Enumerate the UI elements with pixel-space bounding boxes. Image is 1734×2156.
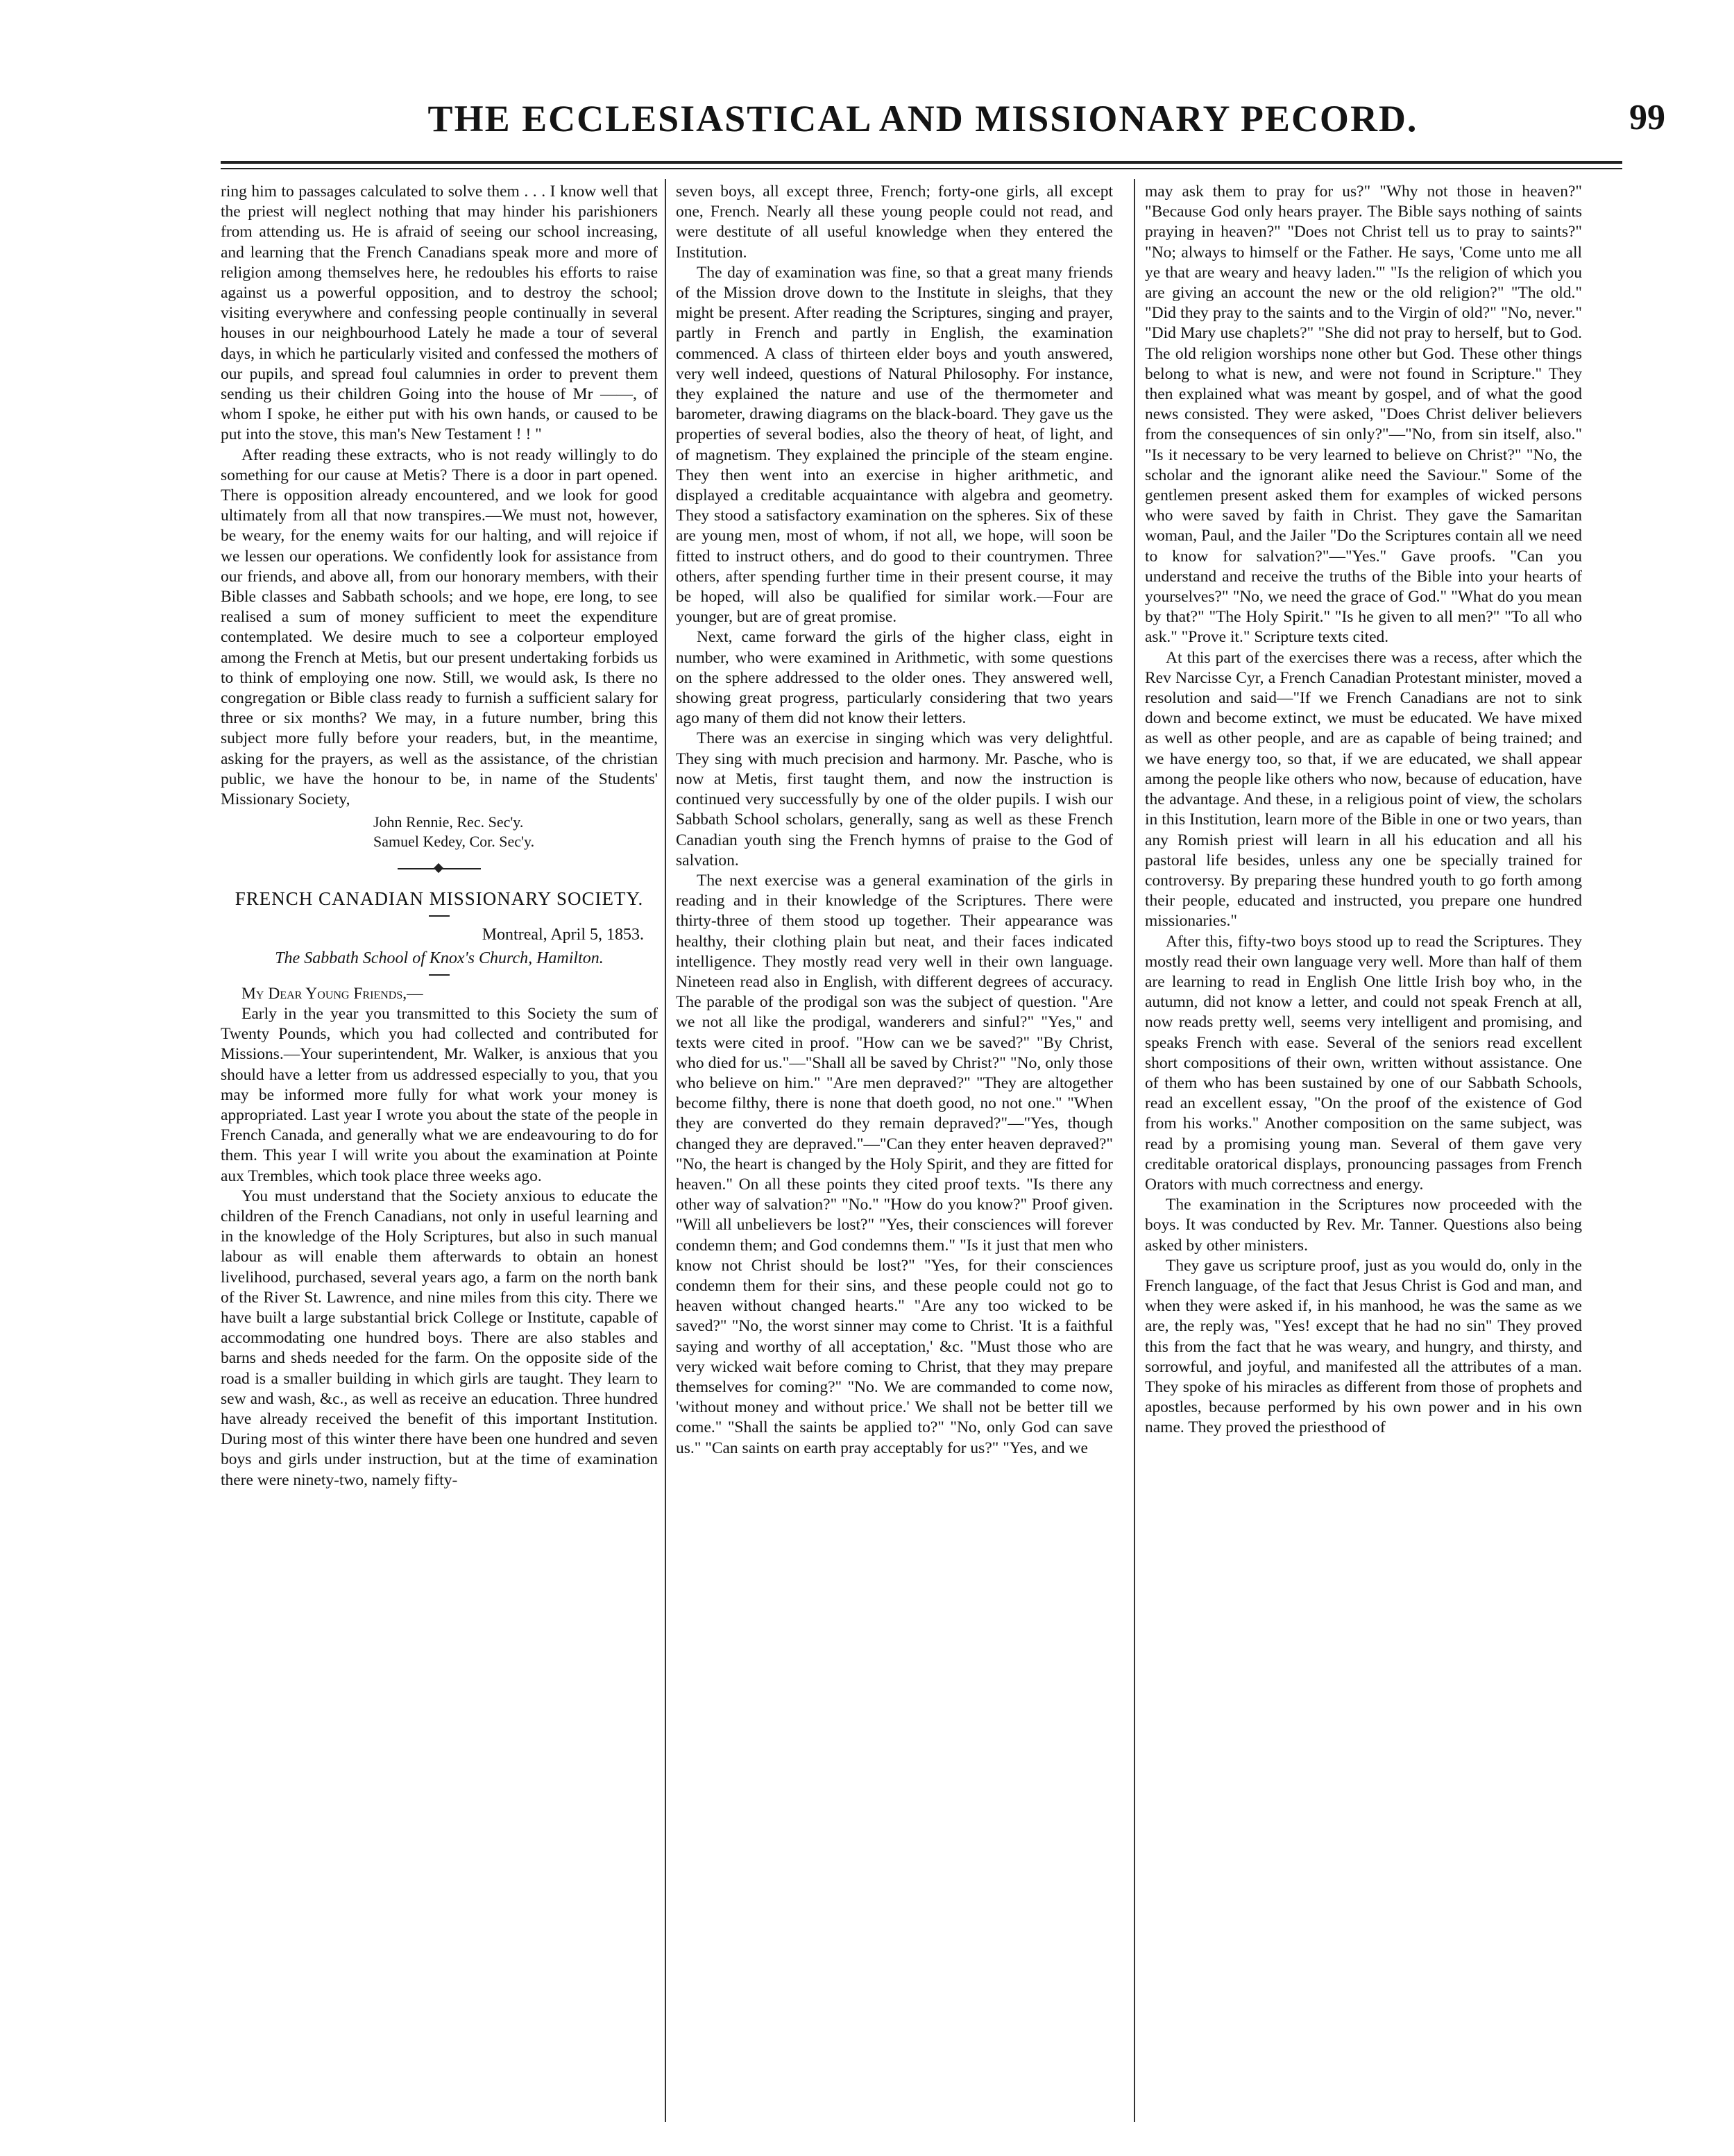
salutation: My Dear Young Friends,—: [241, 984, 423, 1003]
paragraph: Next, came forward the girls of the higher class, eight in number, who were examined in Arithmetic, with some questions on the sphere addressed to the older ones. They answered well, showing great progress, particularly considering that two years ago many of them did not know their letters.: [676, 628, 1113, 728]
page-number: 99: [1629, 98, 1665, 137]
signature-corresponding-secretary: Samuel Kedey, Cor. Sec'y.: [373, 833, 535, 851]
signature-recording-secretary: John Rennie, Rec. Sec'y.: [373, 813, 524, 831]
paragraph: ring him to passages calculated to solve them . . . I know well that the priest will neglect nothing that may hinder his parishioners from attending us. He is afraid of seeing our school increasing, and learning that the French Canadians speak more and more of religion among themselves here, he redoubles his efforts to raise against us a powerful opposition, and to destroy the school; visiting everywhere and confessing people continually in several houses in our neighbourhood Lately he made a tour of several days, in which he particularly visited and confessed the mothers of our pupils, and spread foul calumnies in order to prevent them sending us their children Going into the house of Mr ——, of whom I spoke, he either put with his own hands, or caused to be put into the stove, this man's New Testament ! ! ": [221, 183, 658, 444]
column-middle: [676, 182, 1113, 2125]
signatures: [221, 813, 658, 851]
paragraph: may ask them to pray for us?" "Why not those in heaven?" "Because God only hears prayer. The Bible says nothing of saints praying in heaven?" "Does not Christ tell us to pray to saints?" "No; always to himself or the Father. He says, 'Come unto me all ye that are weary and heavy laden.'" "Is the religion of which you are giving an account the new or the old religion?" "The old." "Did they pray to the saints and to the Virgin of old?" "No, never." "Did Mary use chaplets?" "She did not pray to herself, but to God. The old religion worships none other but God. These other things belong to what is new, and were not found in Scripture." They then explained what was meant by gospel, and of what the good news consisted. They were asked, "Does Christ deliver believers from the consequences of sin only?"—"No, from sin itself, also." "Is it necessary to be very learned to believe on Christ?" "No, the scholar and the ignorant alike need the Saviour." Some of the gentlemen present asked them for examples of wicked persons who were saved by faith in Christ. They gave the Samaritan woman, Paul, and the Jailer "Do the Scriptures contain all we need to know for salvation?"—"Yes." Gave proofs. "Can you understand and receive the truths of the Bible into your hearts of yourselves?" "No, we need the grace of God." "What do you mean by that?" "The Holy Spirit." "Is he given to all men?" "To all who ask." "Prove it." Scripture texts cited.: [1145, 183, 1582, 647]
masthead: [208, 97, 1665, 153]
header-rule-thick: [221, 161, 1622, 164]
column-divider: [1134, 179, 1135, 2122]
paragraph: There was an exercise in singing which was very delightful. They sing with much precision and harmony. Mr. Pasche, who is now at Metis, first taught them, and now the instruction is continued very successfully by one of the older pupils. I wish our Sabbath School scholars, generally, sang as well as these French Canadian youth sing the French hymns of praise to the God of salvation.: [676, 729, 1113, 869]
paragraph: They gave us scripture proof, just as you would do, only in the French language, of the fact that Jesus Christ is God and man, and when they were asked if, in his manhood, he was the same as we are, the reply was, "Yes! except that he had no sin" They proved this from the fact that he was weary, and hungry, and thirsty, and sorrowful, and joyful, and manifested all the attributes of a man. They spoke of his miracles as different from those of prophets and apostles, because performed by his own power and in his own name. They proved the priesthood of: [1145, 1256, 1582, 1437]
paragraph: After this, fifty-two boys stood up to read the Scriptures. They mostly read their own language very well. More than half of them are learning to read in English One little Irish boy who, in the autumn, did not know a letter, and could not speak French at all, now reads pretty well, seems very intelligent and promising, and speaks French with ease. Several of the seniors read excellent short compositions of their own, written without assistance. One of them who has been sustained by one of our Sabbath Schools, read an excellent essay, "On the proof of the existence of God from his works." Another composition on the same subject, was read by a promising young man. Several of them gave very creditable oratorical displays, pronouncing passages from French Orators with much correctness and energy.: [1145, 932, 1582, 1194]
paragraph: You must understand that the Society anxious to educate the children of the French Canadians, not only in useful learning and in the knowledge of the Holy Scriptures, but also in such manual labour as will enable them afterwards to obtain an honest livelihood, purchased, several years ago, a farm on the north bank of the River St. Lawrence, and nine miles from this city. There we have built a large substantial brick College or Institute, capable of accommodating one hundred boys. There are also stables and barns and sheds needed for the farm. On the opposite side of the road is a smaller building in which girls are taught. They learn to sew and wash, &c., as well as receive an education. Three hundred have already received the benefit of this important Institution. During most of this winter there have been one hundred and seven boys and girls under instruction, but at the time of examination there were ninety-two, namely fifty-: [221, 1187, 658, 1489]
paragraph: The next exercise was a general examination of the girls in reading and in their knowledge of the Scriptures. There were thirty-three of them stood up together. Their appearance was healthy, their clothing plain but neat, and their faces indicated intelligence. They mostly read very well in their own language. Nineteen read also in English, with different degrees of accuracy. The parable of the prodigal son was the subject of question. "Are we not all like the prodigal, wanderers and sinful?" "Yes," and texts were cited in proof. "How can we be saved?" "By Christ, who died for us."—"Shall all be saved by Christ?" "No, only those who believe on him." "Are men depraved?" "They are altogether become filthy, there is none that doeth good, no not one." "When they are converted do they remain depraved?"—"Yes, though changed they are depraved."—"Can they enter heaven depraved?" "No, the heart is changed by the Holy Spirit, and they are fitted for heaven." On all these points they cited proof texts. "Is there any other way of salvation?" "No." "How do you know?" Proof given. "Will all unbelievers be lost?" "Yes, their consciences will forever condemn them; and God condemns them." "Is it just that men who know not Christ should be lost?" "Yes, for their consciences condemn them for their sins, and these people could not go to heaven without changed hearts." "Are any too wicked to be saved?" "No, the worst sinner may come to Christ. 'It is a faithful saying and worthy of all acceptation,' &c. "Must those who are very wicked wait before coming to Christ, that they may prepare themselves for coming?" "No. We are commanded to come now, 'without money and without price.' We shall not be better till we come." "Shall the saints be applied to?" "No, only God can save us." "Can saints on earth pray acceptably for us?" "Yes, and we: [676, 871, 1113, 1457]
short-rule: [429, 915, 450, 917]
paragraph: The examination in the Scriptures now proceeded with the boys. It was conducted by Rev. Mr. Tanner. Questions also being asked by other ministers.: [1145, 1196, 1582, 1255]
journal-title: THE ECCLESIASTICAL AND MISSIONARY PECORD.: [427, 98, 1418, 139]
section-ornament: [398, 868, 481, 869]
paragraph: Early in the year you transmitted to this Society the sum of Twenty Pounds, which you had collected and contributed for Missions.—Your superintendent, Mr. Walker, is anxious that you should have a letter from us addressed especially to you, that you may be informed more fully for what work your money is appropriated. Last year I wrote you about the state of the people in French Canada, and generally what we are endeavouring to do for them. This year I will write you about the examination at Pointe aux Trembles, which took place three weeks ago.: [221, 1004, 658, 1185]
header-rule-thin: [221, 168, 1622, 169]
paragraph: At this part of the exercises there was a recess, after which the Rev Narcisse Cyr, a French Canadian Protestant minister, moved a resolution and said—"If we French Canadians are not to sink down and become extinct, we must be educated. We have mixed as well as other people, and are as capable of being trained; and we have energy too, so that, if we are educated, we shall appear among the people like others who now, because of education, have the advantage. And these, in a religious point of view, the scholars in this Institution, learn more of the Bible in one or two years, than any Romish priest will learn in all his education and all his pastoral life besides, unless any one be specially trained for controversy. By preparing these hundred youth to go forth among their people, educated and instructed, you prepare one hundred missionaries.": [1145, 648, 1582, 931]
column-divider: [665, 179, 666, 2122]
paragraph: After reading these extracts, who is not ready willingly to do something for our cause at Metis? There is a door in part opened. There is opposition already encountered, and we look for good ultimately from all that now transpires.—We must not, however, be weary, for the enemy waits for our halting, and will rejoice if we lessen our operations. We confidently look for assistance from our friends, and above all, from our honorary members, with their Bible classes and Sabbath schools; and we hope, ere long, to see realised a sum of money sufficient to meet the expenditure contemplated. We desire much to see a colporteur employed among the French at Metis, but our present undertaking forbids us to think of employing one now. Still, we would ask, Is there no congregation or Bible class ready to furnish a sufficient salary for three or six months? We may, in a future number, bring this subject more fully before your readers, but, in the meantime, asking for the prayers, as well as the assistance, of the christian public, we have the honour to be, in name of the Students' Missionary Society,: [221, 445, 658, 809]
short-rule: [429, 974, 450, 976]
paragraph: seven boys, all except three, French; forty-one girls, all except one, French. Nearly all these young people could not read, and were destitute of all useful knowledge when they entered the Institution.: [676, 183, 1113, 262]
section-heading: FRENCH CANADIAN MISSIONARY SOCIETY.: [235, 888, 644, 910]
letter-addressee: The Sabbath School of Knox's Church, Hamilton.: [275, 949, 604, 967]
paragraph: The day of examination was fine, so that a great many friends of the Mission drove down to the Institute in sleighs, that they might be present. After reading the Scriptures, singing and prayer, partly in French and partly in English, the examination commenced. A class of thirteen elder boys and youth answered, very well indeed, questions of Natural Philosophy. For instance, they explained the nature and use of the thermometer and barometer, drawing diagrams on the black-board. They gave us the properties of several bodies, also the theory of heat, of light, and of magnetism. They explained the principle of the steam engine. They then went into an exercise in higher arithmetic, and displayed a creditable acquaintance with algebra and geometry. They stood a satisfactory examination on the spheres. Six of these are young men, most of whom, if not all, we hope, will soon be fitted to instruct others, and do good to their countrymen. Three others, after spending further time in their present course, it may be hoped, will also be qualified for similar work.—Four are younger, but are of great promise.: [676, 263, 1113, 627]
column-right: [1145, 182, 1582, 2125]
column-left: [221, 182, 658, 2125]
dateline: Montreal, April 5, 1853.: [482, 926, 644, 944]
